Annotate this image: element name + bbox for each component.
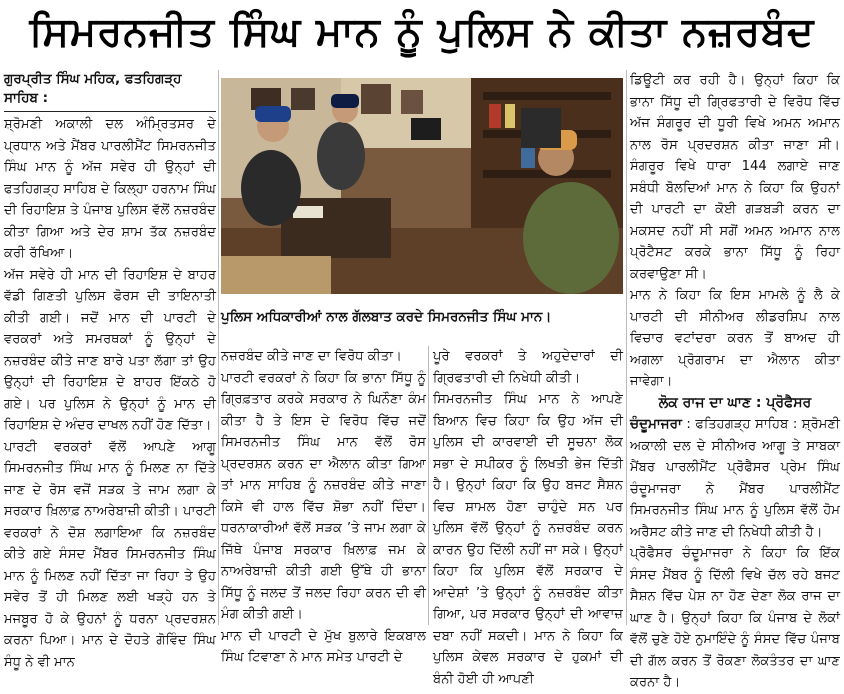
paragraph: ਸ਼੍ਰੋਮਣੀ ਅਕਾਲੀ ਦਲ ਅੰਮ੍ਰਿਤਸਰ ਦੇ ਪ੍ਰਧਾਨ ਅਤੇ ਮੈਂਬਰ ਪਾਰਲੀਮੈਂਟ ਸਿਮਰਨਜੀਤ ਸਿੰਘ ਮਾਨ ਨੂੰ ਅੱਜ ਸਵੇਰ ਹੀ ਉਨ੍ਹਾਂ ਦੀ ਫਤਹਿਗੜ੍ਹ ਸਾਹਿਬ ਦੇ ਕਿਲ੍ਹਾ ਹਰਨਾਮ ਸਿੰਘ ਦੀ ਰਿਹਾਇਸ਼ ਤੇ ਪੰਜਾਬ ਪੁਲਿਸ ਵੱਲੋਂ ਨਜ਼ਰਬੰਦ ਕੀਤਾ ਗਿਆ ਅਤੇ ਦੇਰ ਸ਼ਾਮ ਤੱਕ ਨਜ਼ਰਬੰਦ ਕਰੀ ਰੱਖਿਆ। (4, 117, 216, 261)
paragraph: ਪਾਰਟੀ ਵਰਕਰਾਂ ਵੱਲੋਂ ਆਪਣੇ ਆਗੂ ਸਿਮਰਨਜੀਤ ਸਿੰਘ ਮਾਨ ਨੂੰ ਮਿਲਣ ਨਾ ਦਿੱਤੇ ਜਾਣ ਦੇ ਰੋਸ ਵਜੋਂ ਸੜਕ ਤੇ ਜਾਮ ਲਗਾ ਕੇ ਸਰਕਾਰ ਖ਼ਿਲਾਫ਼ ਨਾਅਰੇਬਾਜ਼ੀ ਕੀਤੀ। ਪਾਰਟੀ ਵਰਕਰਾਂ ਨੇ ਦੋਸ਼ ਲਗਾਇਆ ਕਿ ਨਜ਼ਰਬੰਦ ਕੀਤੇ ਗਏ ਸੰਸਦ ਮੈਂਬਰ ਸਿਮਰਨਜੀਤ ਸਿੰਘ ਮਾਨ ਨੂੰ ਮਿਲਣ ਨਹੀਂ ਦਿੱਤਾ ਜਾ ਰਿਹਾ ਤੇ ਉਹ ਸਵੇਰ ਤੋਂ ਹੀ ਮਿਲਣ ਲਈ ਖੜ੍ਹੇ ਹਨ ਤੇ ਮਜਬੂਰ ਹੋ ਕੇ ਉਹਨਾਂ ਨੂੰ ਧਰਨਾ ਪ੍ਰਦਰਸ਼ਨ ਕਰਨਾ ਪਿਆ। ਮਾਨ ਦੇ ਦੋਹਤੇ ਗੋਵਿੰਦ ਸਿੰਘ ਸੰਧੂ ਨੇ ਵੀ ਮਾਨ (4, 439, 216, 670)
paragraph: ਅੱਜ ਸਵੇਰੇ ਹੀ ਮਾਨ ਦੀ ਰਿਹਾਇਸ਼ ਦੇ ਬਾਹਰ ਵੱਡੀ ਗਿਣਤੀ ਪੁਲਿਸ ਫੋਰਸ ਦੀ ਤਾਇਨਾਤੀ ਕੀਤੀ ਗਈ। ਜਦੋਂ ਮਾਨ ਦੀ ਪਾਰਟੀ ਦੇ ਵਰਕਰਾਂ ਅਤੇ ਸਮਰਥਕਾਂ ਨੂੰ ਉਨ੍ਹਾਂ ਦੇ ਨਜ਼ਰਬੰਦ ਕੀਤੇ ਜਾਣ ਬਾਰੇ ਪਤਾ ਲੱਗਾ ਤਾਂ ਉਹ ਉਨ੍ਹਾਂ ਦੀ ਰਿਹਾਇਸ਼ ਦੇ ਬਾਹਰ ਇੱਕਠੇ ਹੋ ਗਏ। ਪਰ ਪੁਲਿਸ ਨੇ ਉਨ੍ਹਾਂ ਨੂੰ ਮਾਨ ਦੀ ਰਿਹਾਇਸ਼ ਦੇ ਅੰਦਰ ਦਾਖਲ ਨਹੀਂ ਹੋਣ ਦਿੱਤਾ। (4, 267, 216, 433)
paragraph: ਨਜ਼ਰਬੰਦ ਕੀਤੇ ਜਾਣ ਦਾ ਵਿਰੋਧ ਕੀਤਾ। (221, 349, 402, 364)
article-column-4 (630, 70, 840, 694)
subheading-name: ਚੰਦੂਮਾਜਰਾ (630, 416, 682, 432)
byline: ਗੁਰਪ੍ਰੀਤ ਸਿੰਘ ਮਹਿਕ, ਫਤਹਿਗੜ੍ਹ ਸਾਹਿਬ : (4, 71, 182, 106)
news-photo (221, 78, 623, 294)
paragraph: ਪਾਰਟੀ ਵਰਕਰਾਂ ਨੇ ਕਿਹਾ ਕਿ ਭਾਨਾ ਸਿੱਧੂ ਨੂੰ ਗ੍ਰਿਫ਼ਤਾਰ ਕਰਕੇ ਸਰਕਾਰ ਨੇ ਘਿਨੌਣਾ ਕੰਮ ਕੀਤਾ ਹੈ ਤੇ ਇਸ ਦੇ ਵਿਰੋਧ ਵਿੱਚ ਜਦੋਂ ਸਿਮਰਨਜੀਤ ਸਿੰਘ ਮਾਨ ਵੱਲੋਂ ਰੋਸ ਪ੍ਰਦਰਸ਼ਨ ਕਰਨ ਦਾ ਐਲਾਨ ਕੀਤਾ ਗਿਆ ਤਾਂ ਮਾਨ ਸਾਹਿਬ ਨੂੰ ਨਜ਼ਰਬੰਦ ਕੀਤੇ ਜਾਣਾ ਕਿਸੇ ਵੀ ਹਾਲ ਵਿੱਚ ਸ਼ੋਭਾ ਨਹੀਂ ਦਿੰਦਾ। ਧਰਨਾਕਾਰੀਆਂ ਵੱਲੋਂ ਸੜਕ ’ਤੇ ਜਾਮ ਲਗਾ ਕੇ ਜਿੱਥੇ ਪੰਜਾਬ ਸਰਕਾਰ ਖ਼ਿਲਾਫ਼ ਜਮ ਕੇ ਨਾਅਰੇਬਾਜ਼ੀ ਕੀਤੀ ਗਈ ਉੱਥੇ ਹੀ ਭਾਨਾ ਸਿੱਧੂ ਨੂੰ ਜਲਦ ਤੋਂ ਜਲਦ ਰਿਹਾ ਕਰਨ ਦੀ ਵੀ ਮੰਗ ਕੀਤੀ ਗਈ। (221, 370, 426, 622)
article-column-1 (4, 114, 216, 673)
paragraph: ਪੂਰੇ ਵਰਕਰਾਂ ਤੇ ਅਹੁਦੇਦਾਰਾਂ ਦੀ ਗ੍ਰਿਫਤਾਰੀ ਦੀ ਨਿਖੇਧੀ ਕੀਤੀ। (433, 349, 623, 386)
paragraph: ਪ੍ਰੋਫੈਸਰ ਚੰਦੂਮਾਜਰਾ ਨੇ ਕਿਹਾ ਕਿ ਇੱਕ ਸੰਸਦ ਮੈਂਬਰ ਨੂੰ ਦਿੱਲੀ ਵਿਖੇ ਚੱਲ ਰਹੇ ਬਜਟ ਸੈਸ਼ਨ ਵਿੱਚ ਪੇਸ਼ ਨਾ ਹੋਣ ਦੇਣਾ ਲੋਕ ਰਾਜ ਦਾ ਘਾਣ ਹੈ। ਉਨ੍ਹਾਂ ਕਿਹਾ ਕਿ ਪੰਜਾਬ ਦੇ ਲੋਕਾਂ ਵੱਲੋਂ ਚੁਣੇ ਹੋਏ ਨੁਮਾਇੰਦੇ ਨੂੰ ਸੰਸਦ ਵਿੱਚ ਪੰਜਾਬ ਦੀ ਗੱਲ ਕਰਨ ਤੋਂ ਰੋਕਣਾ ਲੋਕਤੰਤਰ ਦਾ ਘਾਣ ਕਰਨਾ ਹੈ। (630, 546, 840, 690)
byline-divider (4, 111, 216, 112)
subheading: ਲੋਕ ਰਾਜ ਦਾ ਘਾਣ : ਪ੍ਰੋਫੈਸਰ (658, 394, 812, 411)
paragraph: ਡਿਊਟੀ ਕਰ ਰਹੀ ਹੈ। ਉਨ੍ਹਾਂ ਕਿਹਾ ਕਿ ਭਾਨਾ ਸਿੱਧੂ ਦੀ ਗ੍ਰਿਫਤਾਰੀ ਦੇ ਵਿਰੋਧ ਵਿੱਚ ਅੱਜ ਸੰਗਰੂਰ ਦੀ ਧੂਰੀ ਵਿਖੇ ਅਮਨ ਅਮਾਨ ਨਾਲ ਰੋਸ ਪ੍ਰਦਰਸ਼ਨ ਕੀਤਾ ਜਾਣਾ ਸੀ। ਸੰਗਰੂਰ ਵਿਖੇ ਧਾਰਾ 144 ਲਗਾਏ ਜਾਣ ਸਬੰਧੀ ਬੋਲਦਿਆਂ ਮਾਨ ਨੇ ਕਿਹਾ ਕਿ ਉਹਨਾਂ ਦੀ ਪਾਰਟੀ ਦਾ ਕੋਈ ਗੜਬੜੀ ਕਰਨ ਦਾ ਮਕਸਦ ਨਹੀਂ ਸੀ ਸਗੋਂ ਅਮਨ ਅਮਾਨ ਨਾਲ ਪ੍ਰੋਟੈਸਟ ਕਰਕੇ ਭਾਨਾ ਸਿੱਧੂ ਨੂੰ ਰਿਹਾ ਕਰਵਾਉਣਾ ਸੀ। (630, 73, 840, 282)
headline: ਸਿਮਰਨਜੀਤ ਸਿੰਘ ਮਾਨ ਨੂੰ ਪੁਲਿਸ ਨੇ ਕੀਤਾ ਨਜ਼ਰਬੰਦ (29, 9, 815, 55)
column-divider (626, 70, 627, 625)
paragraph: ਮਾਨ ਨੇ ਕਿਹਾ ਕਿ ਇਸ ਮਾਮਲੇ ਨੂੰ ਲੈ ਕੇ ਪਾਰਟੀ ਦੀ ਸੀਨੀਅਰ ਲੀਡਰਸ਼ਿਪ ਨਾਲ ਵਿਚਾਰ ਵਟਾਂਦਰਾ ਕਰਨ ਤੋਂ ਬਾਅਦ ਹੀ ਅਗਲਾ ਪ੍ਰੋਗਰਾਮ ਦਾ ਐਲਾਨ ਕੀਤਾ ਜਾਵੇਗਾ। (630, 288, 840, 389)
column-divider (218, 70, 219, 625)
article-column-3 (433, 346, 623, 690)
paragraph: : ਫਤਿਹਗੜ੍ਹ ਸਾਹਿਬ : ਸ਼੍ਰੋਮਣੀ ਅਕਾਲੀ ਦਲ ਦੇ ਸੀਨੀਅਰ ਆਗੂ ਤੇ ਸਾਬਕਾ ਮੈਂਬਰ ਪਾਰਲੀਮੈਂਟ ਪ੍ਰੋਫੈਸਰ ਪ੍ਰੇਮ ਸਿੰਘ ਚੰਦੂਮਾਜਰਾ ਨੇ ਮੈਂਬਰ ਪਾਰਲੀਮੈਂਟ ਸਿਮਰਨਜੀਤ ਸਿੰਘ ਮਾਨ ਨੂੰ ਪੁਲਿਸ ਵੱਲੋਂ ਹੋਮ ਅਰੈਸਟ ਕੀਤੇ ਜਾਣ ਦੀ ਨਿਖੇਧੀ ਕੀਤੀ ਹੈ। (630, 417, 840, 540)
paragraph: ਸਿਮਰਨਜੀਤ ਸਿੰਘ ਮਾਨ ਨੇ ਆਪਣੇ ਬਿਆਨ ਵਿਚ ਕਿਹਾ ਕਿ ਉਹ ਅੱਜ ਦੀ ਪੁਲਿਸ ਦੀ ਕਾਰਵਾਈ ਦੀ ਸੂਚਨਾ ਲੋਕ ਸਭਾ ਦੇ ਸਪੀਕਰ ਨੂੰ ਲਿਖਤੀ ਭੇਜ ਦਿੱਤੀ ਹੈ। ਉਨ੍ਹਾਂ ਕਿਹਾ ਕਿ ਉਹ ਬਜਟ ਸੈਸ਼ਨ ਵਿਚ ਸ਼ਾਮਲ ਹੋਣਾ ਚਾਹੁੰਦੇ ਸਨ ਪਰ ਪੁਲਿਸ ਵੱਲੋਂ ਉਨ੍ਹਾਂ ਨੂੰ ਨਜ਼ਰਬੰਦ ਕਰਨ ਕਾਰਨ ਉਹ ਦਿੱਲੀ ਨਹੀਂ ਜਾ ਸਕੇ। ਉਨ੍ਹਾਂ ਕਿਹਾ ਕਿ ਪੁਲਿਸ ਵੱਲੋਂ ਸਰਕਾਰ ਦੇ ਆਦੇਸ਼ਾਂ ’ਤੇ ਉਨ੍ਹਾਂ ਨੂੰ ਨਜ਼ਰਬੰਦ ਕੀਤਾ ਗਿਆ, ਪਰ ਸਰਕਾਰ ਉਨ੍ਹਾਂ ਦੀ ਆਵਾਜ਼ ਦਬਾ ਨਹੀਂ ਸਕਦੀ। ਮਾਨ ਨੇ ਕਿਹਾ ਕਿ ਪੁਲਿਸ ਕੇਵਲ ਸਰਕਾਰ ਦੇ ਹੁਕਮਾਂ ਦੀ ਬੰਨੀ ਹੋਈ ਹੀ ਆਪਣੀ (433, 392, 623, 687)
photo-caption: ਪੁਲਿਸ ਅਧਿਕਾਰੀਆਂ ਨਾਲ ਗੱਲਬਾਤ ਕਰਦੇ ਸਿਮਰਨਜੀਤ ਸਿੰਘ ਮਾਨ। (221, 309, 552, 325)
article-column-2 (221, 346, 426, 669)
column-divider (428, 346, 429, 625)
paragraph: ਮਾਨ ਦੀ ਪਾਰਟੀ ਦੇ ਮੁੱਖ ਬੁਲਾਰੇ ਇਕਬਾਲ ਸਿੰਘ ਟਿਵਾਣਾ ਨੇ ਮਾਨ ਸਮੇਤ ਪਾਰਟੀ ਦੇ (221, 628, 426, 665)
